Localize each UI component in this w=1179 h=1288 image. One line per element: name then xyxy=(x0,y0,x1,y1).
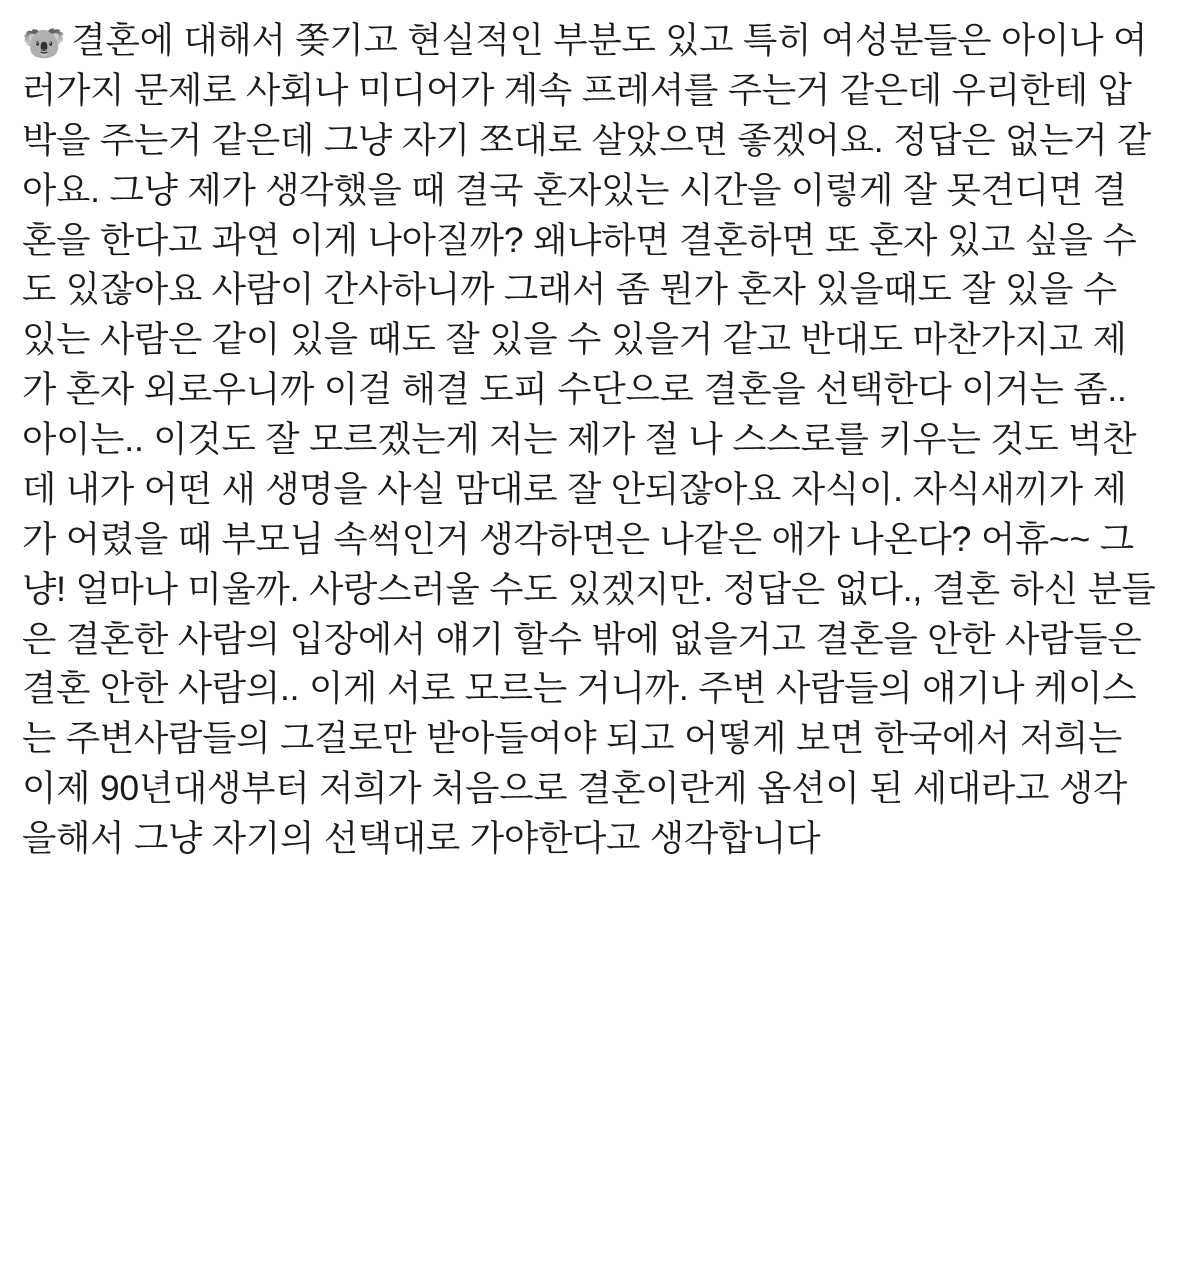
post-text: 결혼에 대해서 쫒기고 현실적인 부분도 있고 특히 여성분들은 아이나 여러가지 문제로 사회나 미디어가 계속 프레셔를 주는거 같은데 우리한테 압박을 주는거 같은데 그냥 자기 쪼대로 살았으면 좋겠어요. 정답은 없는거 같아요. 그냥 제가 생각했을 때 결국 혼자있는 시간을 이렇게 잘 못견디면 결혼을 한다고 과연 이게 나아질까? 왜냐하면 결혼하면 또 혼자 있고 싶을 수 도 있잖아요 사람이 간사하니까 그래서 좀 뭔가 혼자 있을때도 잘 있을 수 있는 사람은 같이 있을 때도 잘 있을 수 있을거 같고 반대도 마찬가지고 제가 혼자 외로우니까 이걸 해결 도피 수단으로 결혼을 선택한다 이거는 좀.. 아이는.. 이것도 잘 모르겠는게 저는 제가 절 나 스스로를 키우는 것도 벅찬데 내가 어떤 새 생명을 사실 맘대로 잘 안되잖아요 자식이. 자식새끼가 제가 어렸을 때 부모님 속썩인거 생각하면은 나같은 애가 나온다? 어휴~~ 그냥! 얼마나 미울까. 사랑스러울 수도 있겠지만. 정답은 없다., 결혼 하신 분들은 결혼한 사람의 입장에서 얘기 할수 밖에 없을거고 결혼을 안한 사람들은 결혼 안한 사람의.. 이게 서로 모르는 거니까. 주변 사람들의 얘기나 케이스는 주변사람들의 그걸로만 받아들여야 되고 어떻게 보면 한국에서 저희는 이제 90년대생부터 저희가 처음으로 결혼이란게 옵션이 된 세대라고 생각을해서 그냥 자기의 선택대로 가야한다고 생각합니다 xyxy=(22,20,1156,858)
post-body xyxy=(22,16,1157,864)
koala-emoji: 🐨 xyxy=(22,24,66,63)
